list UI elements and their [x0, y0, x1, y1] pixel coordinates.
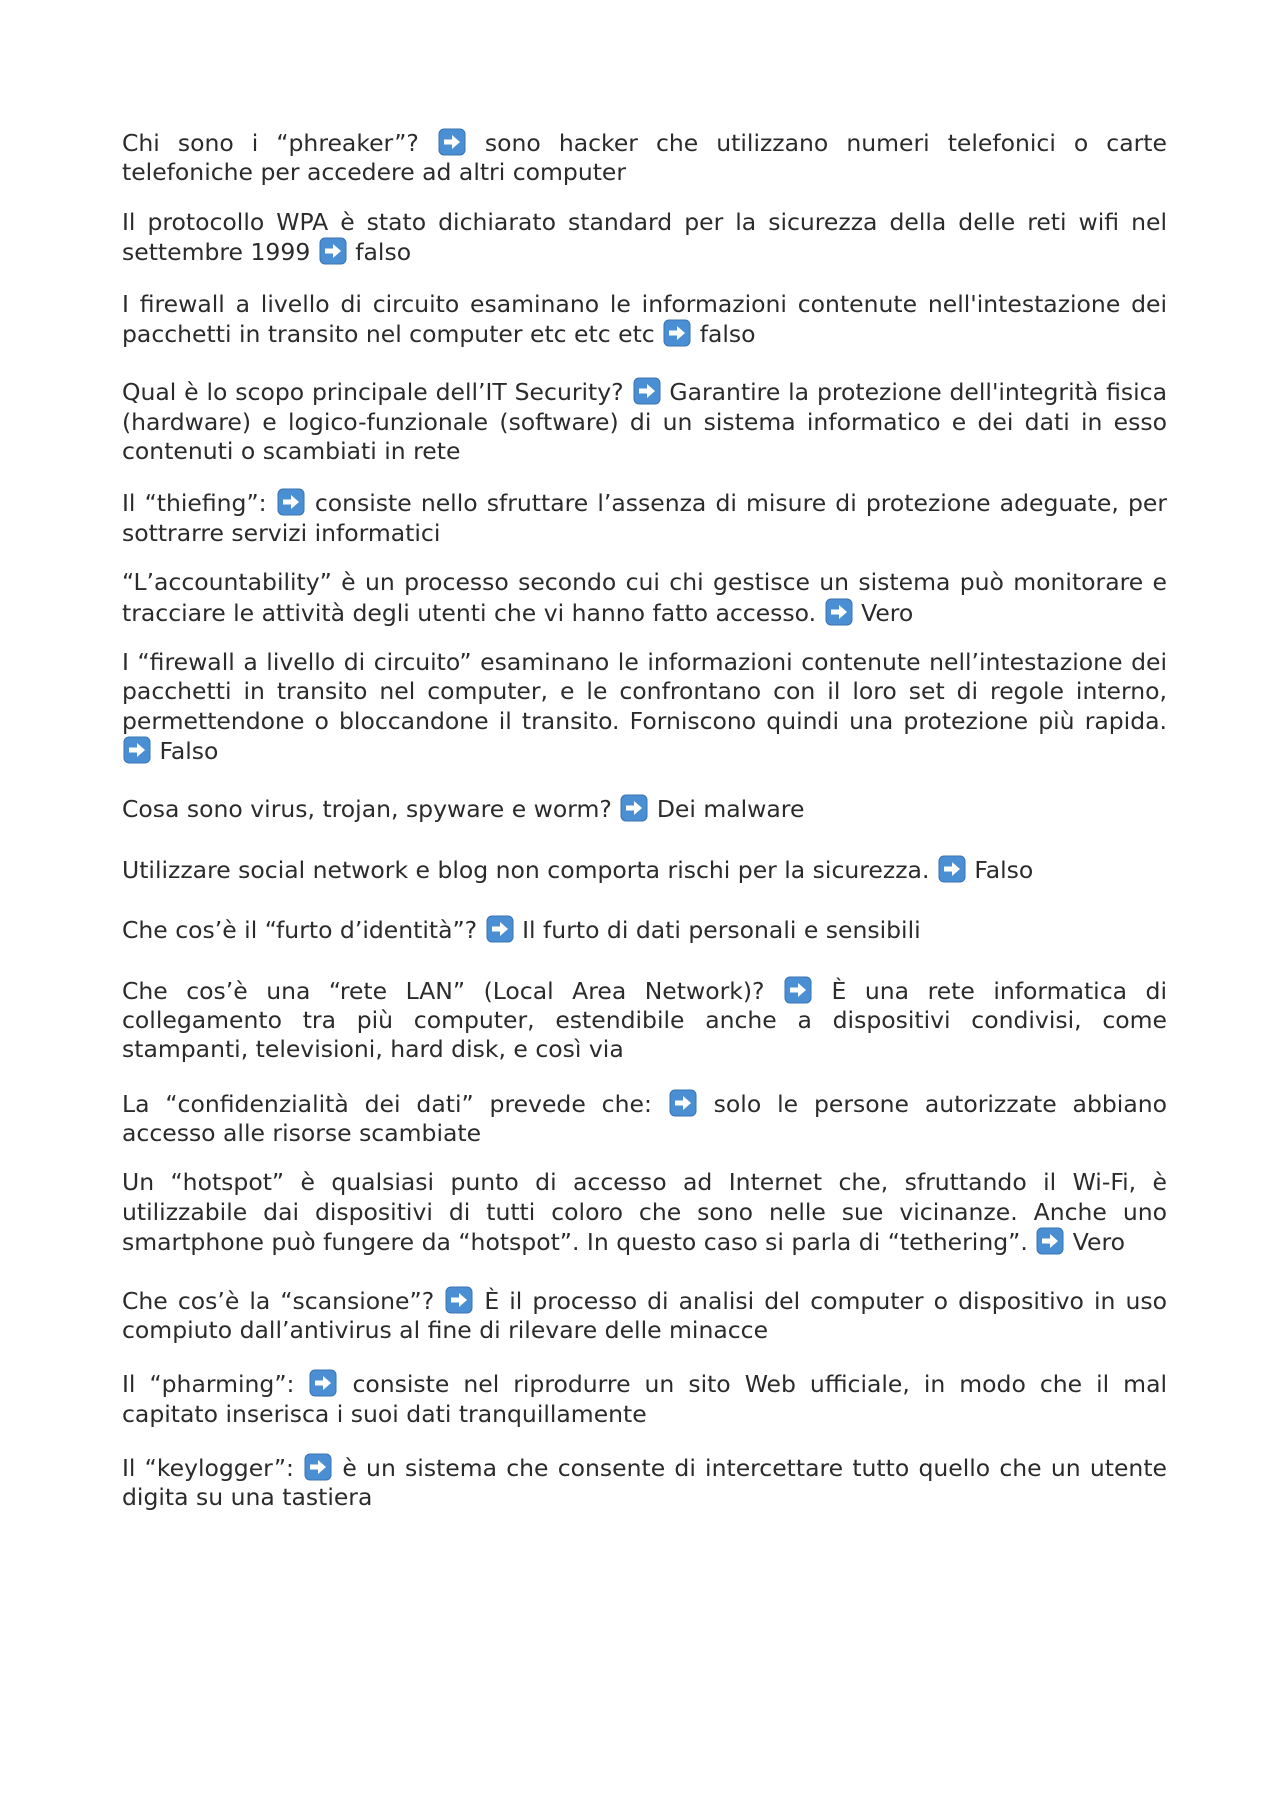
- qa-item-5: [122, 488, 1167, 548]
- right-arrow-icon: [938, 855, 966, 883]
- qa-item-8: [122, 794, 1167, 824]
- answer-text: solo le persone autorizzate abbiano accesso alle risorse scambiate: [122, 1089, 1167, 1147]
- answer-text: È una rete informatica di collegamento tra più computer, estendibile anche a dispositivi condivisi, come stampanti, televisioni, hard disk, e così via: [122, 976, 1167, 1064]
- qa-item-2: [122, 208, 1167, 268]
- question-text: I “firewall a livello di circuito” esaminano le informazioni contenute nell’intestazione dei pacchetti in transito nel computer, e le confrontano con il loro set di regole interno, permettendone o bloccandone il transito. Forniscono quindi una protezione più rapida.: [122, 647, 1167, 735]
- question-text: Il protocollo WPA è stato dichiarato standard per la sicurezza della delle reti wifi nel settembre 1999: [122, 207, 1167, 267]
- right-arrow-icon: [123, 736, 151, 764]
- question-text: Qual è lo scopo principale dell’IT Security?: [122, 378, 624, 407]
- document-page: [122, 128, 1167, 1513]
- answer-text: Vero: [861, 598, 914, 627]
- question-text: “L’accountability” è un processo secondo cui chi gestisce un sistema può monitorare e tracciare le attività degli utenti che vi hanno fatto accesso.: [122, 568, 1167, 627]
- right-arrow-icon: [304, 1453, 332, 1481]
- question-text: Cosa sono virus, trojan, spyware e worm?: [122, 795, 612, 824]
- qa-item-1: [122, 128, 1167, 188]
- question-text: Il “pharming”:: [122, 1370, 295, 1399]
- right-arrow-icon: [438, 128, 466, 156]
- right-arrow-icon: [784, 976, 812, 1004]
- qa-item-3: [122, 290, 1167, 350]
- answer-text: Dei malware: [656, 795, 805, 824]
- right-arrow-icon: [663, 319, 691, 347]
- question-text: Chi sono i “phreaker”?: [122, 129, 419, 157]
- question-text: Che cos’è una “rete LAN” (Local Area Network)?: [122, 976, 765, 1005]
- right-arrow-icon: [825, 598, 853, 626]
- qa-item-7: [122, 648, 1167, 767]
- qa-item-11: [122, 976, 1167, 1065]
- question-text: I firewall a livello di circuito esaminano le informazioni contenute nell'intestazione dei pacchetti in transito nel computer etc etc etc: [122, 289, 1167, 348]
- qa-item-15: [122, 1369, 1167, 1429]
- answer-text: È il processo di analisi del computer o dispositivo in uso compiuto dall’antivirus al fine di rilevare delle minacce: [122, 1286, 1167, 1344]
- answer-text: consiste nel riprodurre un sito Web ufficiale, in modo che il mal capitato inserisca i suoi dati tranquillamente: [122, 1370, 1168, 1428]
- answer-text: è un sistema che consente di intercettare tutto quello che un utente digita su una tastiera: [122, 1454, 1167, 1512]
- answer-text: sono hacker che utilizzano numeri telefonici o carte telefoniche per accedere ad altri computer: [122, 129, 1167, 187]
- qa-item-10: [122, 915, 1167, 945]
- right-arrow-icon: [486, 915, 514, 943]
- right-arrow-icon: [633, 377, 661, 405]
- answer-text: Falso: [159, 737, 219, 765]
- qa-item-13: [122, 1168, 1167, 1257]
- right-arrow-icon: [277, 488, 305, 516]
- qa-item-9: [122, 855, 1167, 885]
- right-arrow-icon: [445, 1286, 473, 1314]
- answer-text: falso: [699, 319, 756, 348]
- qa-item-16: [122, 1453, 1167, 1513]
- qa-item-14: [122, 1286, 1167, 1346]
- right-arrow-icon: [319, 237, 347, 265]
- right-arrow-icon: [309, 1369, 337, 1397]
- question-text: Che cos’è il “furto d’identità”?: [122, 916, 478, 945]
- question-text: Utilizzare social network e blog non comporta rischi per la sicurezza.: [122, 855, 930, 884]
- question-text: Che cos’è la “scansione”?: [122, 1286, 435, 1315]
- question-text: Il “keylogger”:: [122, 1454, 294, 1482]
- qa-item-12: [122, 1089, 1167, 1149]
- right-arrow-icon: [669, 1089, 697, 1117]
- question-text: Un “hotspot” è qualsiasi punto di accesso ad Internet che, sfruttando il Wi-Fi, è utilizzabile dai dispositivi di tutti coloro che sono nelle sue vicinanze. Anche uno smartphone può fungere da “hotspot”. In questo caso si parla di “tethering”.: [122, 1168, 1167, 1257]
- question-text: La “confidenzialità dei dati” prevede che:: [122, 1089, 652, 1118]
- right-arrow-icon: [1036, 1227, 1064, 1255]
- answer-text: falso: [355, 238, 412, 267]
- right-arrow-icon: [620, 794, 648, 822]
- answer-text: Garantire la protezione dell'integrità fisica (hardware) e logico-funzionale (software) di un sistema informatico e dei dati in esso contenuti o scambiati in rete: [122, 378, 1167, 465]
- qa-item-4: [122, 377, 1167, 466]
- question-text: Il “thiefing”:: [122, 489, 267, 518]
- answer-text: Il furto di dati personali e sensibili: [522, 916, 921, 945]
- answer-text: consiste nello sfruttare l’assenza di misure di protezione adeguate, per sottrarre servizi informatici: [122, 489, 1167, 547]
- qa-item-6: [122, 568, 1167, 628]
- answer-text: Vero: [1072, 1228, 1125, 1257]
- answer-text: Falso: [974, 855, 1034, 884]
